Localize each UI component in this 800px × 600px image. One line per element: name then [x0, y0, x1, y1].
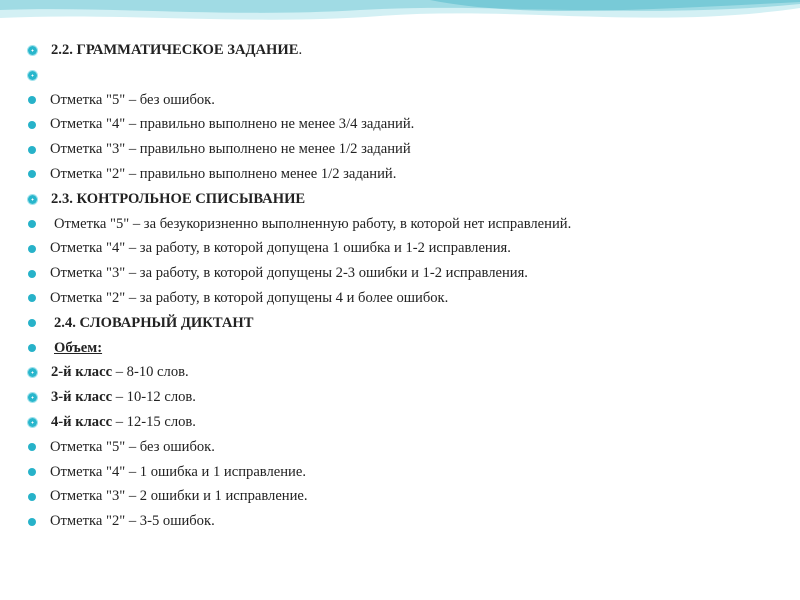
list-item [28, 236, 778, 261]
list-item [28, 484, 778, 509]
list-item [28, 410, 778, 435]
list-item-text [50, 88, 215, 113]
list-item [28, 187, 778, 212]
list-item-bold-text: 2.4. СЛОВАРНЫЙ ДИКТАНТ [54, 314, 254, 331]
list-item [28, 360, 778, 385]
dot-bullet-icon [28, 468, 36, 476]
dot-bullet-icon [28, 220, 36, 228]
list-item-text [51, 385, 196, 410]
list-item-text [50, 112, 414, 137]
dot-bullet-icon [28, 270, 36, 278]
slide-content [28, 38, 778, 534]
list-item-text [50, 236, 511, 261]
list-item-text [50, 509, 215, 534]
list-item-bold-text: Объем: [54, 339, 103, 356]
list-item-text [51, 360, 189, 385]
sparkle-bullet-icon [28, 368, 37, 377]
list-item-regular-text: Отметка "3" – 2 ошибки и 1 исправление. [50, 488, 308, 505]
list-item [28, 336, 778, 361]
dot-bullet-icon [28, 146, 36, 154]
list-item [28, 435, 778, 460]
list-item-bold-text: 3-й класс [51, 389, 113, 406]
list-item-regular-text: – 12-15 слов. [112, 413, 196, 430]
sparkle-bullet-icon [28, 418, 37, 427]
list-item-bold-text: 2.2. ГРАММАТИЧЕСКОЕ ЗАДАНИЕ [51, 42, 299, 58]
list-item [28, 385, 778, 410]
list-item-regular-text: Отметка "2" – правильно выполнено менее 1/2 заданий. [50, 165, 397, 182]
list-item [28, 311, 778, 336]
list-item-regular-text: – 10-12 слов. [112, 389, 196, 406]
list-item-text [51, 38, 302, 63]
list-item-regular-text: Отметка "3" – за работу, в которой допущены 2-3 ошибки и 1-2 исправления. [50, 265, 528, 282]
list-item-regular-text: Отметка "5" – за безукоризненно выполненную работу, в которой нет исправлений. [54, 215, 572, 232]
dot-bullet-icon [28, 493, 36, 501]
list-item [28, 88, 778, 113]
sparkle-bullet-icon [28, 71, 37, 80]
list-item-text [50, 286, 448, 311]
list-item [28, 162, 778, 187]
list-item-text [50, 311, 254, 336]
list-item-bold-text: 4-й класс [51, 413, 113, 430]
list-item [28, 509, 778, 534]
list-item-text [50, 261, 528, 286]
list-item [28, 212, 778, 237]
dot-bullet-icon [28, 96, 36, 104]
list-item [28, 38, 778, 63]
list-item-bold-text: 2.3. КОНТРОЛЬНОЕ СПИСЫВАНИЕ [51, 190, 306, 207]
list-item-regular-text: Отметка "2" – 3-5 ошибок. [50, 513, 215, 530]
list-item-text [50, 336, 102, 361]
list-item-regular-text: – 8-10 слов. [112, 364, 189, 381]
dot-bullet-icon [28, 170, 36, 178]
dot-bullet-icon [28, 121, 36, 129]
list-item-bold-text: 2-й класс [51, 364, 113, 381]
list-item [28, 137, 778, 162]
dot-bullet-icon [28, 294, 36, 302]
list-item-regular-text: Отметка "2" – за работу, в которой допущены 4 и более ошибок. [50, 289, 449, 306]
list-item-text [51, 410, 196, 435]
list-item [28, 460, 778, 485]
dot-bullet-icon [28, 518, 36, 526]
dot-bullet-icon [28, 443, 36, 451]
list-item-regular-text: Отметка "4" – правильно выполнено не менее 3/4 заданий. [50, 116, 415, 133]
list-item-text [50, 435, 215, 460]
list-item-text [50, 137, 411, 162]
sparkle-bullet-icon [28, 393, 37, 402]
grading-criteria-list [28, 38, 778, 534]
dot-bullet-icon [28, 319, 36, 327]
list-item-text [50, 162, 396, 187]
dot-bullet-icon [28, 344, 36, 352]
list-item [28, 261, 778, 286]
list-item-text [51, 187, 305, 212]
list-item-regular-text: Отметка "4" – за работу, в которой допущена 1 ошибка и 1-2 исправления. [50, 240, 511, 257]
list-item [28, 112, 778, 137]
list-item-text [50, 212, 571, 237]
sparkle-bullet-icon [28, 195, 37, 204]
list-item-regular-text: . [298, 42, 303, 58]
sparkle-bullet-icon [28, 46, 37, 55]
list-item [28, 63, 778, 88]
list-item-text [50, 484, 308, 509]
list-item-regular-text: Отметка "5" – без ошибок. [50, 438, 215, 455]
list-item-text [50, 460, 306, 485]
list-item [28, 286, 778, 311]
list-item-regular-text: Отметка "5" – без ошибок. [50, 91, 215, 108]
list-item-regular-text: Отметка "4" – 1 ошибка и 1 исправление. [50, 463, 306, 480]
list-item-regular-text: Отметка "3" – правильно выполнено не менее 1/2 заданий [50, 141, 411, 158]
dot-bullet-icon [28, 245, 36, 253]
